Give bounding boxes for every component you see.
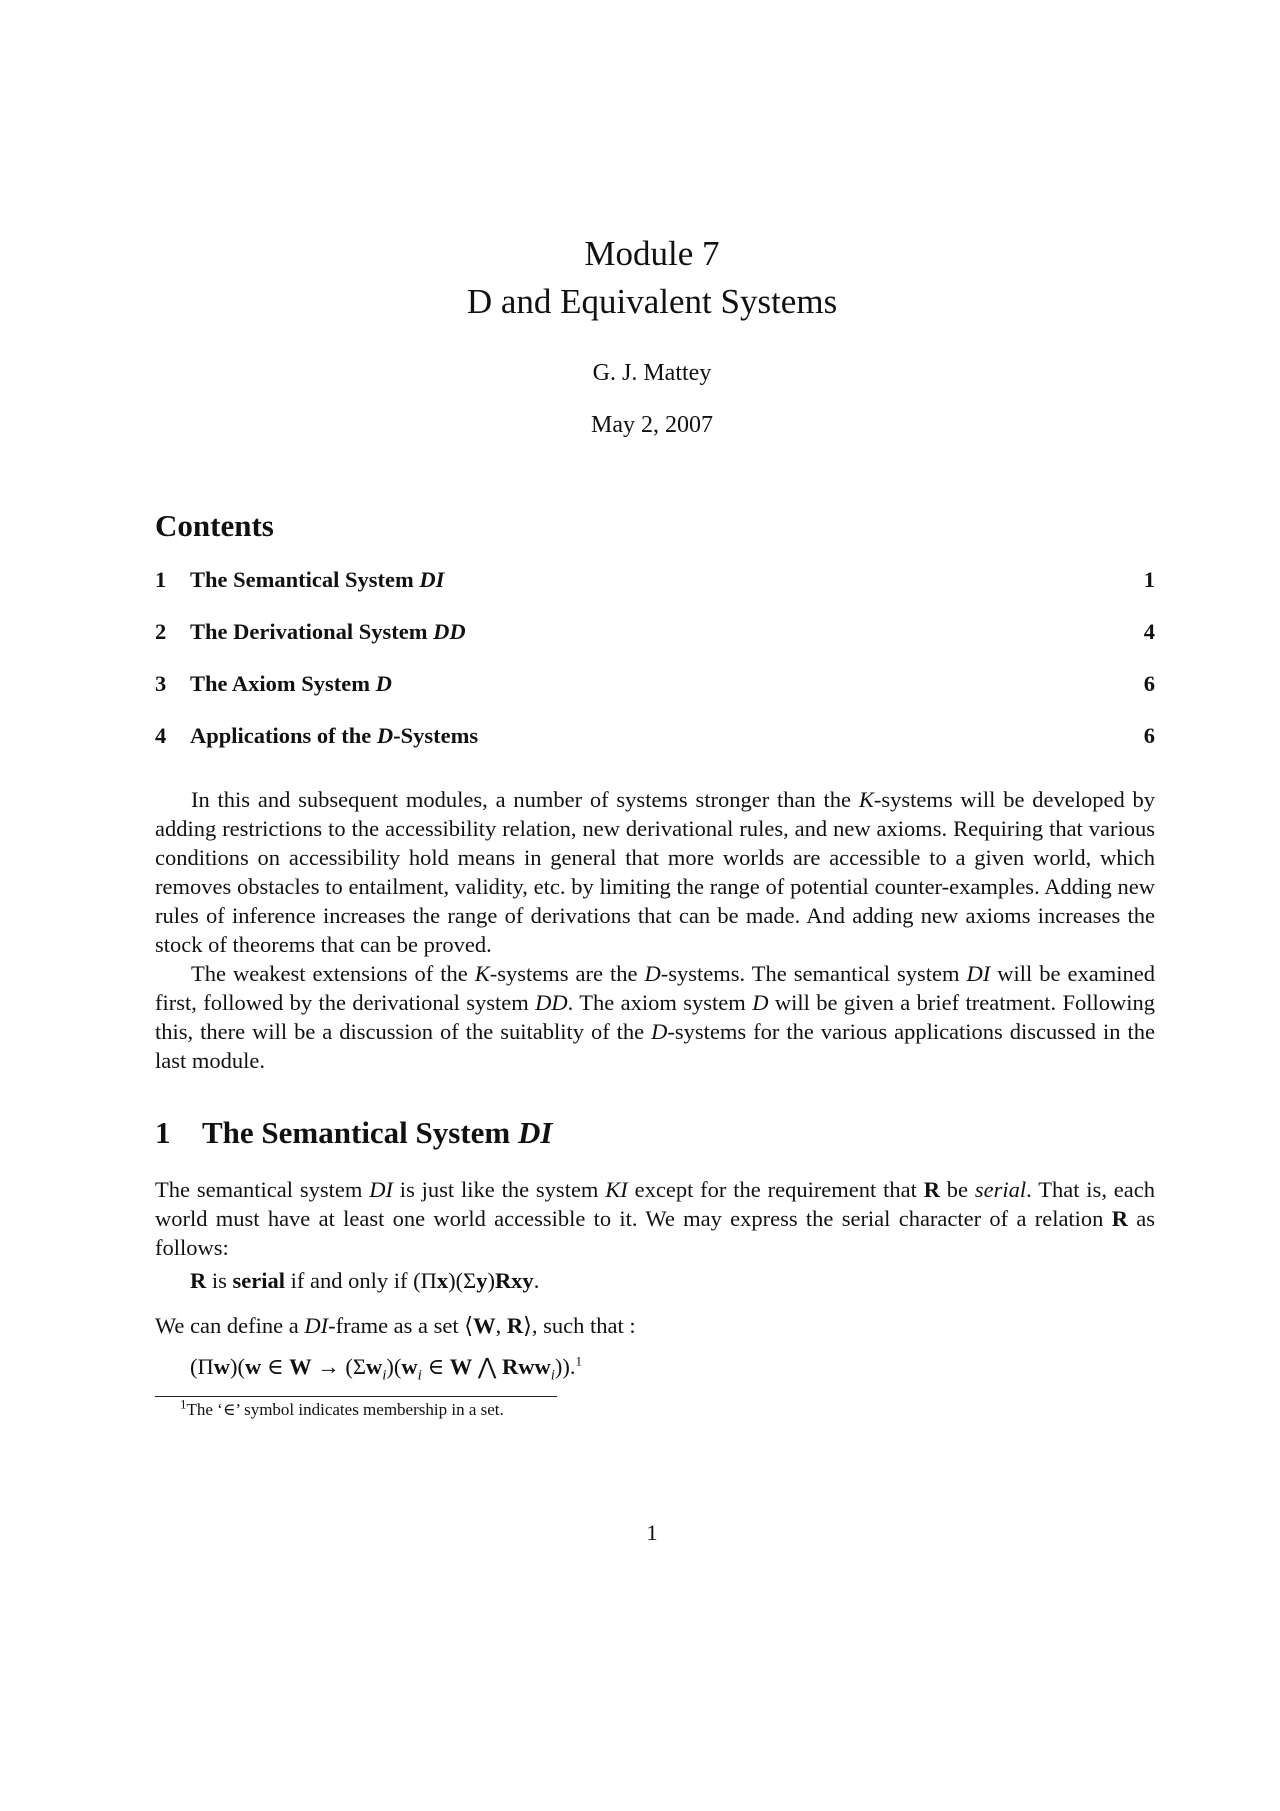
frame-formula: (Πw)(w ∈ $W \to (\Sigma w_i)(w_i$ ∈ W ⋀ Rww$_i$)).$^1$ — [190, 1353, 583, 1384]
toc-entry-number: 1 — [155, 567, 167, 592]
title-line-2: D and Equivalent Systems — [466, 282, 838, 321]
footnote-divider — [155, 1396, 557, 1397]
date: May 2, 2007 — [591, 412, 713, 438]
toc-entry-number: 3 — [155, 671, 167, 696]
page-number: 1 — [646, 1520, 658, 1545]
toc-entry-number: 4 — [155, 723, 167, 748]
footnote: $^1$The ‘∈’ symbol indicates membership in a set. — [180, 1396, 504, 1419]
footnote-reference[interactable]: 1 — [575, 1353, 583, 1369]
intro-paragraph-2: The weakest extensions of the K-systems are the D-systems. The semantical system DI will be examined first, followed by the derivational system DD. The axiom system D will be given a brief treatment. Following this, there will be a discussion of the suitablity of the D-systems for the various applications discussed in the last module. — [155, 961, 1155, 1073]
frame-intro: We can define a DI-frame as a set ⟨W, R⟩, such that : — [155, 1313, 636, 1338]
toc-entry[interactable] — [155, 671, 1155, 701]
toc-entry-title: The Semantical System DI — [190, 567, 445, 592]
toc-entry-page: 6 — [1143, 671, 1155, 696]
toc-entry[interactable] — [155, 723, 1155, 753]
author: G. J. Mattey — [592, 360, 712, 386]
toc-entry-page: 4 — [1143, 619, 1155, 644]
section-1-paragraph: The semantical system DI is just like the system KI except for the requirement that R be serial. That is, each world must have at least one world accessible to it. We may express the serial character of a relation R as follows: — [155, 1177, 1155, 1260]
toc-entry[interactable] — [155, 619, 1155, 649]
toc-entry-title: The Derivational System DD — [190, 619, 466, 644]
toc-entry-title: Applications of the D-Systems — [190, 723, 479, 748]
toc-entry-title: The Axiom System D — [190, 671, 392, 696]
section-1-heading: 1 The Semantical System DI — [155, 1115, 553, 1150]
toc-entry[interactable] — [155, 567, 1155, 597]
toc-entry-page: 6 — [1143, 723, 1155, 748]
intro-paragraph-1: In this and subsequent modules, a number of systems stronger than the K-systems will be developed by adding restrictions to the accessibility relation, new derivational rules, and new axioms. Requiring that various conditions on accessibility hold means in general that more worlds are accessible to a given world, which removes obstacles to entailment, validity, etc. by limiting the range of potential counter-examples. Adding new rules of inference increases the range of derivations that can be made. And adding new axioms increases the stock of theorems that can be proved. — [155, 787, 1155, 957]
toc-entry-number: 2 — [155, 619, 167, 644]
toc-entry-page: 1 — [1143, 567, 1155, 592]
contents-heading: Contents — [155, 508, 274, 543]
serial-definition: R is serial if and only if (Πx)(Σy)Rxy. — [190, 1268, 540, 1293]
title-line-1: Module 7 — [584, 234, 720, 273]
